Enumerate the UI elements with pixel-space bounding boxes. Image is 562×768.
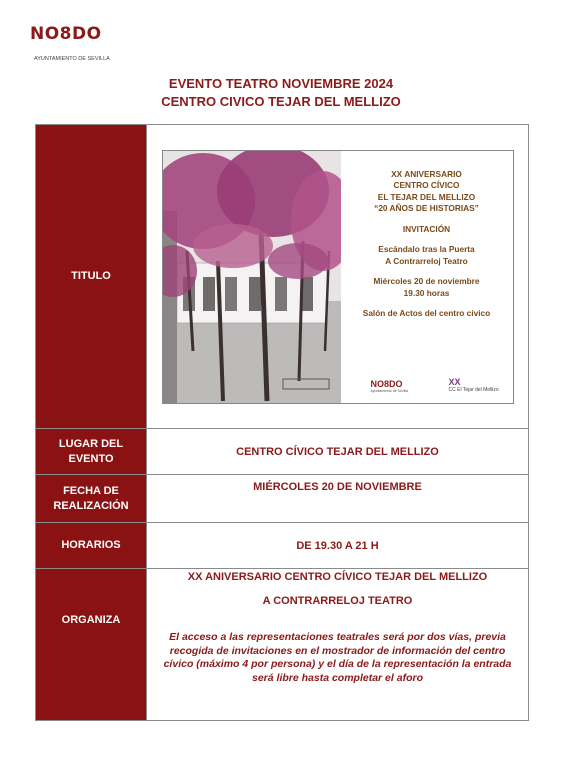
label-fecha-2: REALIZACIÓN: [53, 499, 129, 512]
logo-wordmark: NO8DO: [30, 24, 102, 44]
organiza-line1: XX ANIVERSARIO CENTRO CÍVICO TEJAR DEL MELLIZO: [187, 571, 488, 583]
mini-logo-word: NO8DO: [370, 378, 403, 389]
inv-line: CENTRO CÍVICO: [393, 180, 460, 190]
page-title-line2: CENTRO CIVICO TEJAR DEL MELLIZO: [161, 94, 401, 109]
row-titulo: [36, 125, 529, 429]
value-organiza: [147, 569, 529, 721]
page-title-line1: EVENTO TEATRO NOVIEMBRE 2024: [168, 76, 394, 91]
inv-line: A Contrarreloj Teatro: [385, 255, 468, 266]
event-table: [35, 124, 529, 721]
row-organiza: [36, 569, 529, 721]
label-lugar-2: EVENTO: [68, 452, 114, 465]
logo-subtitle: AYUNTAMIENTO DE SEVILLA: [34, 56, 110, 62]
invitation-image: [162, 150, 514, 404]
inv-line: “20 AÑOS DE HISTORIAS”: [374, 203, 479, 213]
mini-logo-sub: Ayuntamiento de Sevilla: [370, 388, 408, 393]
organiza-line2: A CONTRARRELOJ TEATRO: [262, 595, 413, 607]
inv-line: Salón de Actos del centro cívico: [362, 308, 491, 318]
anniversary-logo: [449, 377, 499, 393]
label-lugar-1: LUGAR DEL: [58, 437, 124, 450]
invitation-nodo-logo: [371, 379, 409, 393]
row-lugar: [36, 429, 529, 475]
invitation-text: [341, 169, 513, 320]
row-horarios: [36, 523, 529, 569]
inv-line: EL TEJAR DEL MELLIZO: [377, 191, 476, 202]
building-trees-photo: [163, 151, 341, 403]
nodo-logo: [30, 24, 110, 68]
label-titulo: TITULO: [36, 125, 147, 429]
label-horarios: HORARIOS: [36, 523, 147, 569]
label-fecha-1: FECHA DE: [63, 484, 119, 497]
label-organiza: ORGANIZA: [36, 569, 147, 721]
inv-line: XX ANIVERSARIO: [391, 168, 462, 179]
label-fecha: [36, 475, 147, 523]
row-fecha: [36, 475, 529, 523]
value-lugar: CENTRO CÍVICO TEJAR DEL MELLIZO: [147, 429, 529, 475]
label-lugar: [36, 429, 147, 475]
value-horarios: DE 19.30 A 21 H: [147, 523, 529, 569]
inv-line: Miércoles 20 de noviembre: [373, 276, 480, 286]
xx-mark: XX: [448, 376, 461, 387]
xx-sub: CC El Tejar del Mellizo: [448, 386, 499, 393]
inv-line: 19.30 horas: [403, 287, 450, 298]
organiza-note: El acceso a las representaciones teatrales será por dos vías, previa recogida de invitaciones en el mostrador de información del centro cívico (máximo 4 por persona) y el día de la representación la entrada será libre hasta completar el aforo: [163, 631, 512, 684]
inv-line: Escándalo tras la Puerta: [378, 244, 475, 254]
value-fecha: MIÉRCOLES 20 DE NOVIEMBRE: [147, 475, 529, 523]
invitation-cell: [147, 125, 529, 429]
inv-line: INVITACIÓN: [402, 223, 451, 234]
